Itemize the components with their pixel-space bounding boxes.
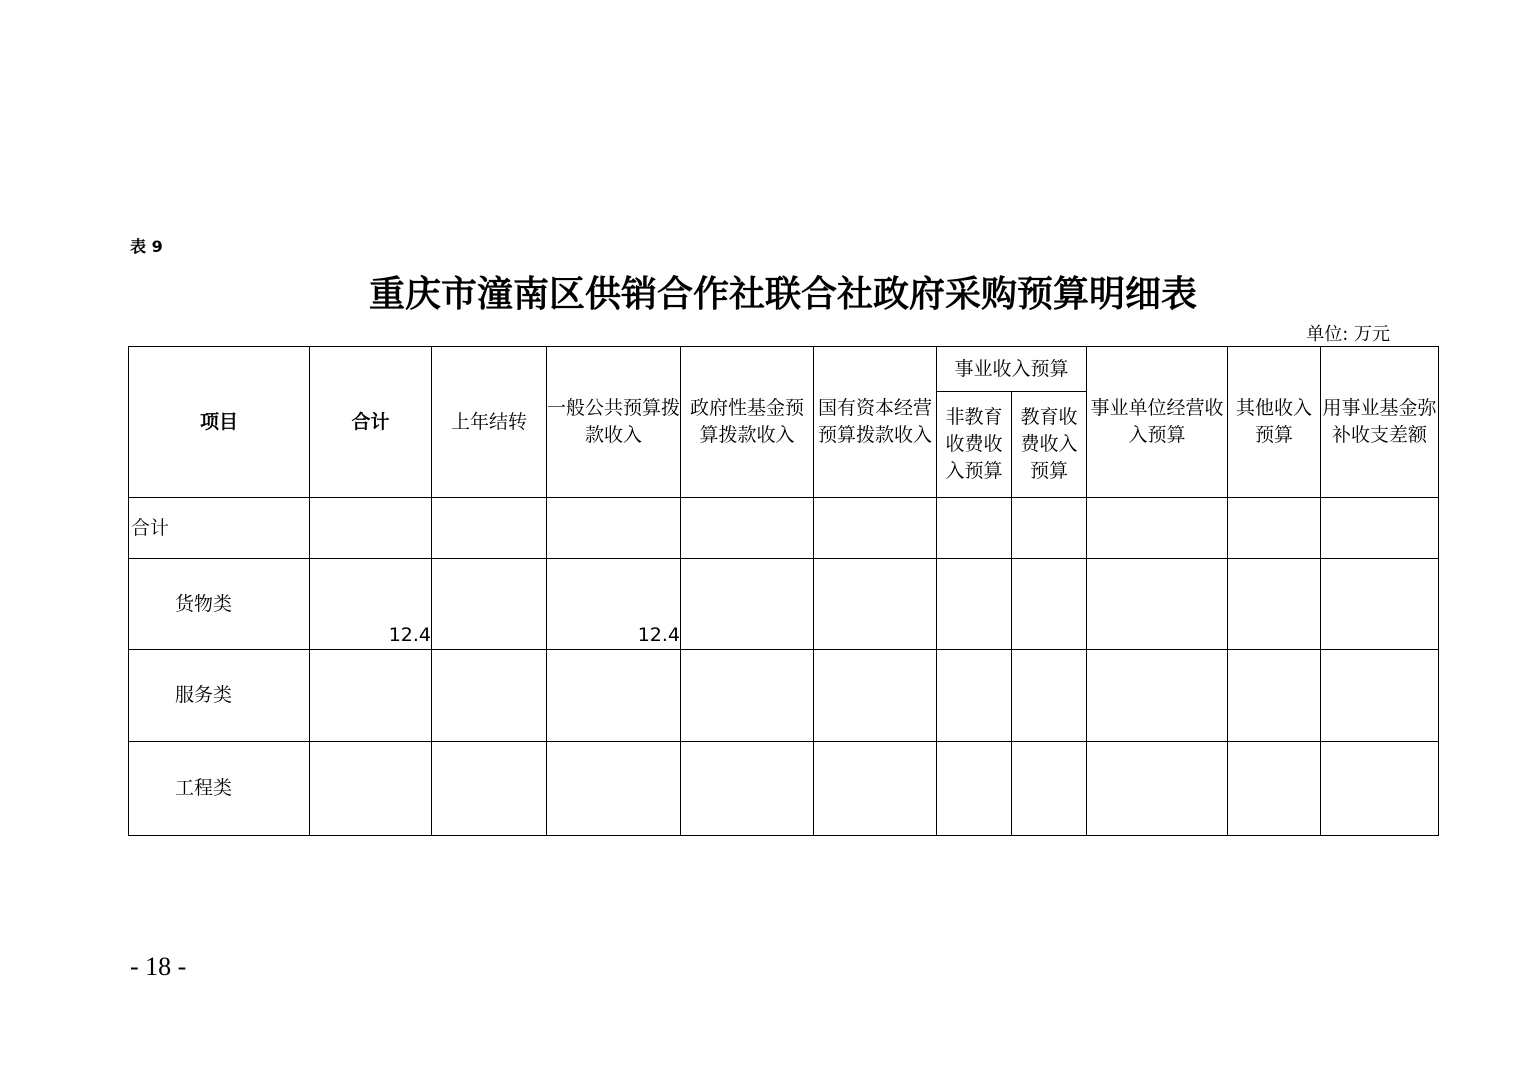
header-institution-income: 事业收入预算 — [937, 347, 1087, 392]
cell-empty — [1321, 559, 1439, 650]
page-title: 重庆市潼南区供销合作社联合社政府采购预算明细表 — [368, 274, 1197, 315]
cell-empty — [1012, 559, 1087, 650]
row-label: 服务类 — [129, 650, 310, 742]
cell-empty — [814, 742, 937, 836]
cell-empty — [681, 650, 814, 742]
table-row — [129, 742, 1439, 836]
header-row-1 — [129, 347, 1439, 392]
cell-empty — [814, 650, 937, 742]
row-label: 合计 — [129, 498, 310, 559]
row-label: 货物类 — [129, 559, 310, 650]
cell-general-public: 12.4 — [547, 559, 681, 650]
cell-empty — [937, 650, 1012, 742]
cell-empty — [1228, 742, 1321, 836]
cell-empty — [937, 559, 1012, 650]
header-general-public-budget: 一般公共预算拨款收入 — [547, 347, 681, 498]
cell-empty — [1228, 559, 1321, 650]
cell-empty — [1012, 650, 1087, 742]
cell-empty — [1321, 650, 1439, 742]
cell-general-public — [547, 498, 681, 559]
header-other-income: 其他收入预算 — [1228, 347, 1321, 498]
header-carryover: 上年结转 — [432, 347, 547, 498]
page-number: - 18 - — [130, 952, 187, 981]
table-row — [129, 559, 1439, 650]
cell-empty — [1087, 650, 1228, 742]
header-state-capital-budget: 国有资本经营预算拨款收入 — [814, 347, 937, 498]
header-education-fee: 教育收费收入预算 — [1012, 392, 1087, 498]
cell-carryover — [432, 498, 547, 559]
header-non-education-fee: 非教育收费收入预算 — [937, 392, 1012, 498]
table-row — [129, 498, 1439, 559]
cell-empty — [937, 742, 1012, 836]
cell-total: 12.4 — [310, 559, 432, 650]
cell-empty — [1087, 742, 1228, 836]
cell-total — [310, 742, 432, 836]
header-total: 合计 — [310, 347, 432, 498]
cell-empty — [814, 498, 937, 559]
header-gov-fund-budget: 政府性基金预算拨款收入 — [681, 347, 814, 498]
unit-label: 单位: 万元 — [1306, 324, 1390, 345]
cell-empty — [814, 559, 937, 650]
cell-carryover — [432, 650, 547, 742]
cell-empty — [681, 559, 814, 650]
cell-empty — [681, 498, 814, 559]
cell-empty — [1087, 559, 1228, 650]
cell-total — [310, 498, 432, 559]
cell-empty — [1012, 742, 1087, 836]
table-label: 表 9 — [130, 237, 163, 256]
cell-total — [310, 650, 432, 742]
table-row — [129, 650, 1439, 742]
cell-empty — [1321, 498, 1439, 559]
cell-empty — [1012, 498, 1087, 559]
cell-empty — [681, 742, 814, 836]
cell-empty — [1228, 498, 1321, 559]
procurement-budget-table — [128, 346, 1439, 836]
row-label: 工程类 — [129, 742, 310, 836]
header-operating-income: 事业单位经营收入预算 — [1087, 347, 1228, 498]
cell-empty — [1087, 498, 1228, 559]
cell-carryover — [432, 742, 547, 836]
cell-general-public — [547, 650, 681, 742]
cell-carryover — [432, 559, 547, 650]
header-fund-offset: 用事业基金弥补收支差额 — [1321, 347, 1439, 498]
cell-empty — [1228, 650, 1321, 742]
cell-empty — [937, 498, 1012, 559]
header-item: 项目 — [129, 347, 310, 498]
cell-general-public — [547, 742, 681, 836]
cell-empty — [1321, 742, 1439, 836]
